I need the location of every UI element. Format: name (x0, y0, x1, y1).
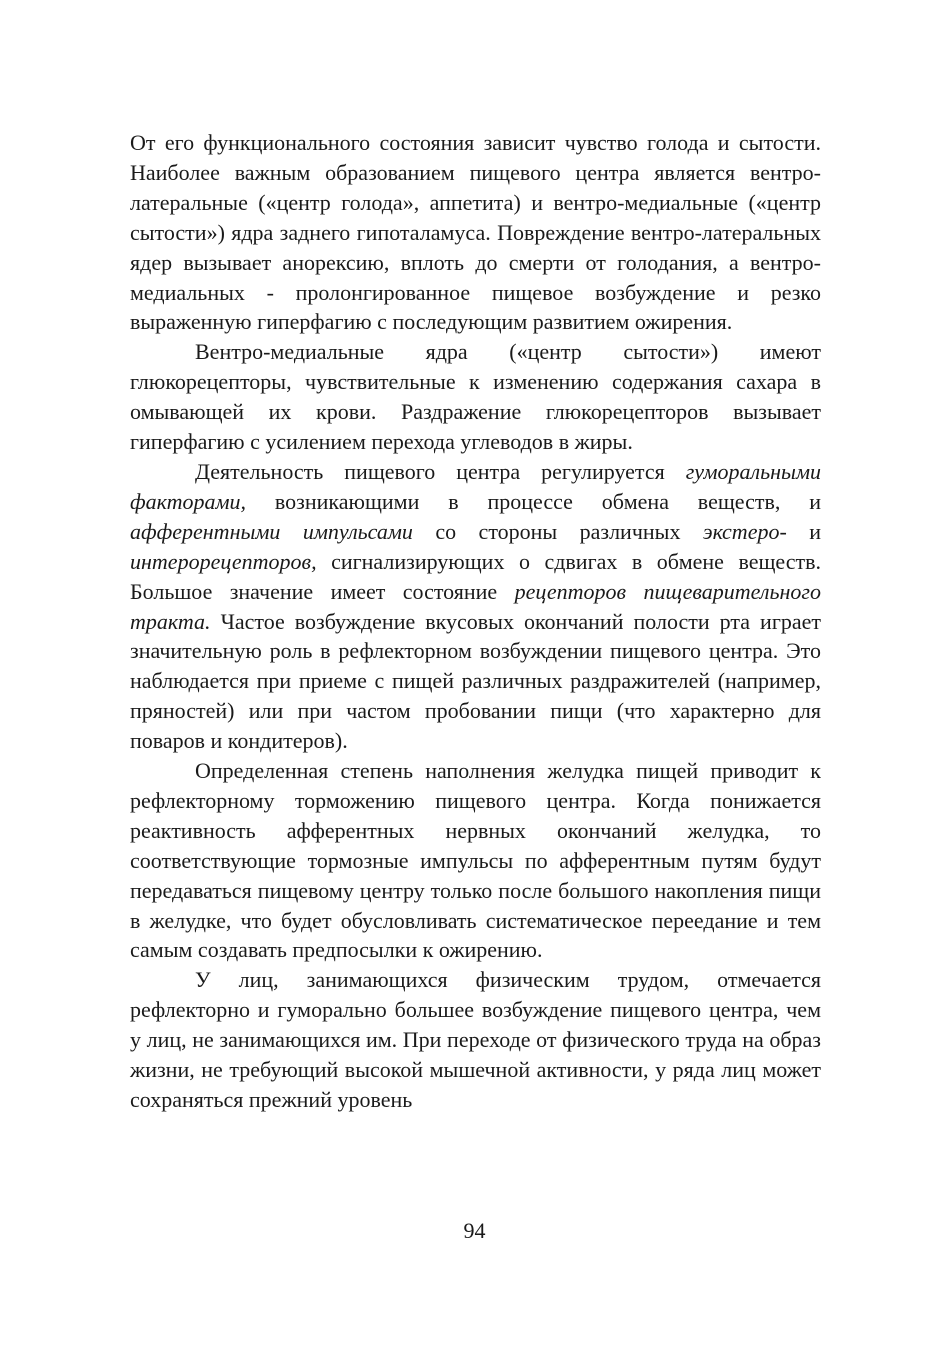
paragraph-1 (130, 128, 821, 337)
term-interoreceptors: интерорецепторов, (130, 548, 317, 574)
paragraph-3-text-6: Частое возбуждение вкусовых окончаний полости рта играет значительную роль в рефлекторном возбуждении пищевого центра. Это наблюдается при приеме с пищей различных раздражителей (например, пряностей) или при частом пробовании пищи (что характерно для поваров и кондитеров). (130, 608, 821, 754)
paragraph-3-text-3: со стороны различных (412, 518, 703, 544)
page-body (130, 128, 821, 1115)
paragraph-3-text-1: Деятельность пищевого центра регулируется (195, 458, 686, 484)
page-number: 94 (463, 1218, 486, 1243)
paragraph-4-text: Определенная степень наполнения желудка пищей приводит к рефлекторному торможению пищевого центра. Когда понижается реактивность афферентных нервных окончаний желудка, то соответствующие тормозные импульсы по афферентным путям будут передаваться пищевому центру только после большого накопления пищи в желудке, что будет обусловливать систематическое переедание и тем самым создавать предпосылки к ожирению. (130, 758, 821, 963)
paragraph-3-text-4: и (786, 518, 822, 544)
paragraph-3-text-2: возникающими в процессе обмена веществ, и (246, 488, 821, 514)
paragraph-5-text: У лиц, занимающихся физическим трудом, отмечается рефлекторно и гуморально большее возбуждение пищевого центра, чем у лиц, не занимающихся им. При переходе от физического труда на образ жизни, не требующий высокой мышечной активности, у ряда лиц может сохраняться прежний уровень (130, 967, 821, 1112)
term-humoral-factors: гуморальными факторами, (130, 458, 821, 514)
term-digestive-tract-receptors: рецепторов пищеварительного тракта. (130, 578, 821, 634)
paragraph-4 (130, 756, 821, 965)
paragraph-2 (130, 337, 821, 457)
term-extero: экстеро- (702, 518, 787, 544)
paragraph-5 (130, 965, 821, 1115)
paragraph-1-text: От его функционального состояния зависит чувство голода и сытости. Наиболее важным образованием пищевого центра является вентро-латеральные («центр голода», аппетита) и вентро-медиальные («центр сытости») ядра заднего гипоталамуса. Повреждение вентро-латеральных ядер вызывает анорексию, вплоть до смерти от голодания, а вентро-медиальных - пролонгированное пищевое возбуждение и резко выраженную гиперфагию с последующим развитием ожирения. (130, 130, 821, 335)
paragraph-2-text: Вентро-медиальные ядра («центр сытости») имеют глюкорецепторы, чувствительные к изменению содержания сахара в омывающей их крови. Раздражение глюкорецепторов вызывает гиперфагию с усилением перехода углеводов в жиры. (130, 339, 821, 455)
paragraph-3-text-5: сигнализирующих о сдвигах в обмене веществ. Большое значение имеет состояние (130, 548, 821, 604)
term-afferent-impulses: афферентными импульсами (130, 518, 413, 544)
paragraph-3 (130, 457, 821, 756)
